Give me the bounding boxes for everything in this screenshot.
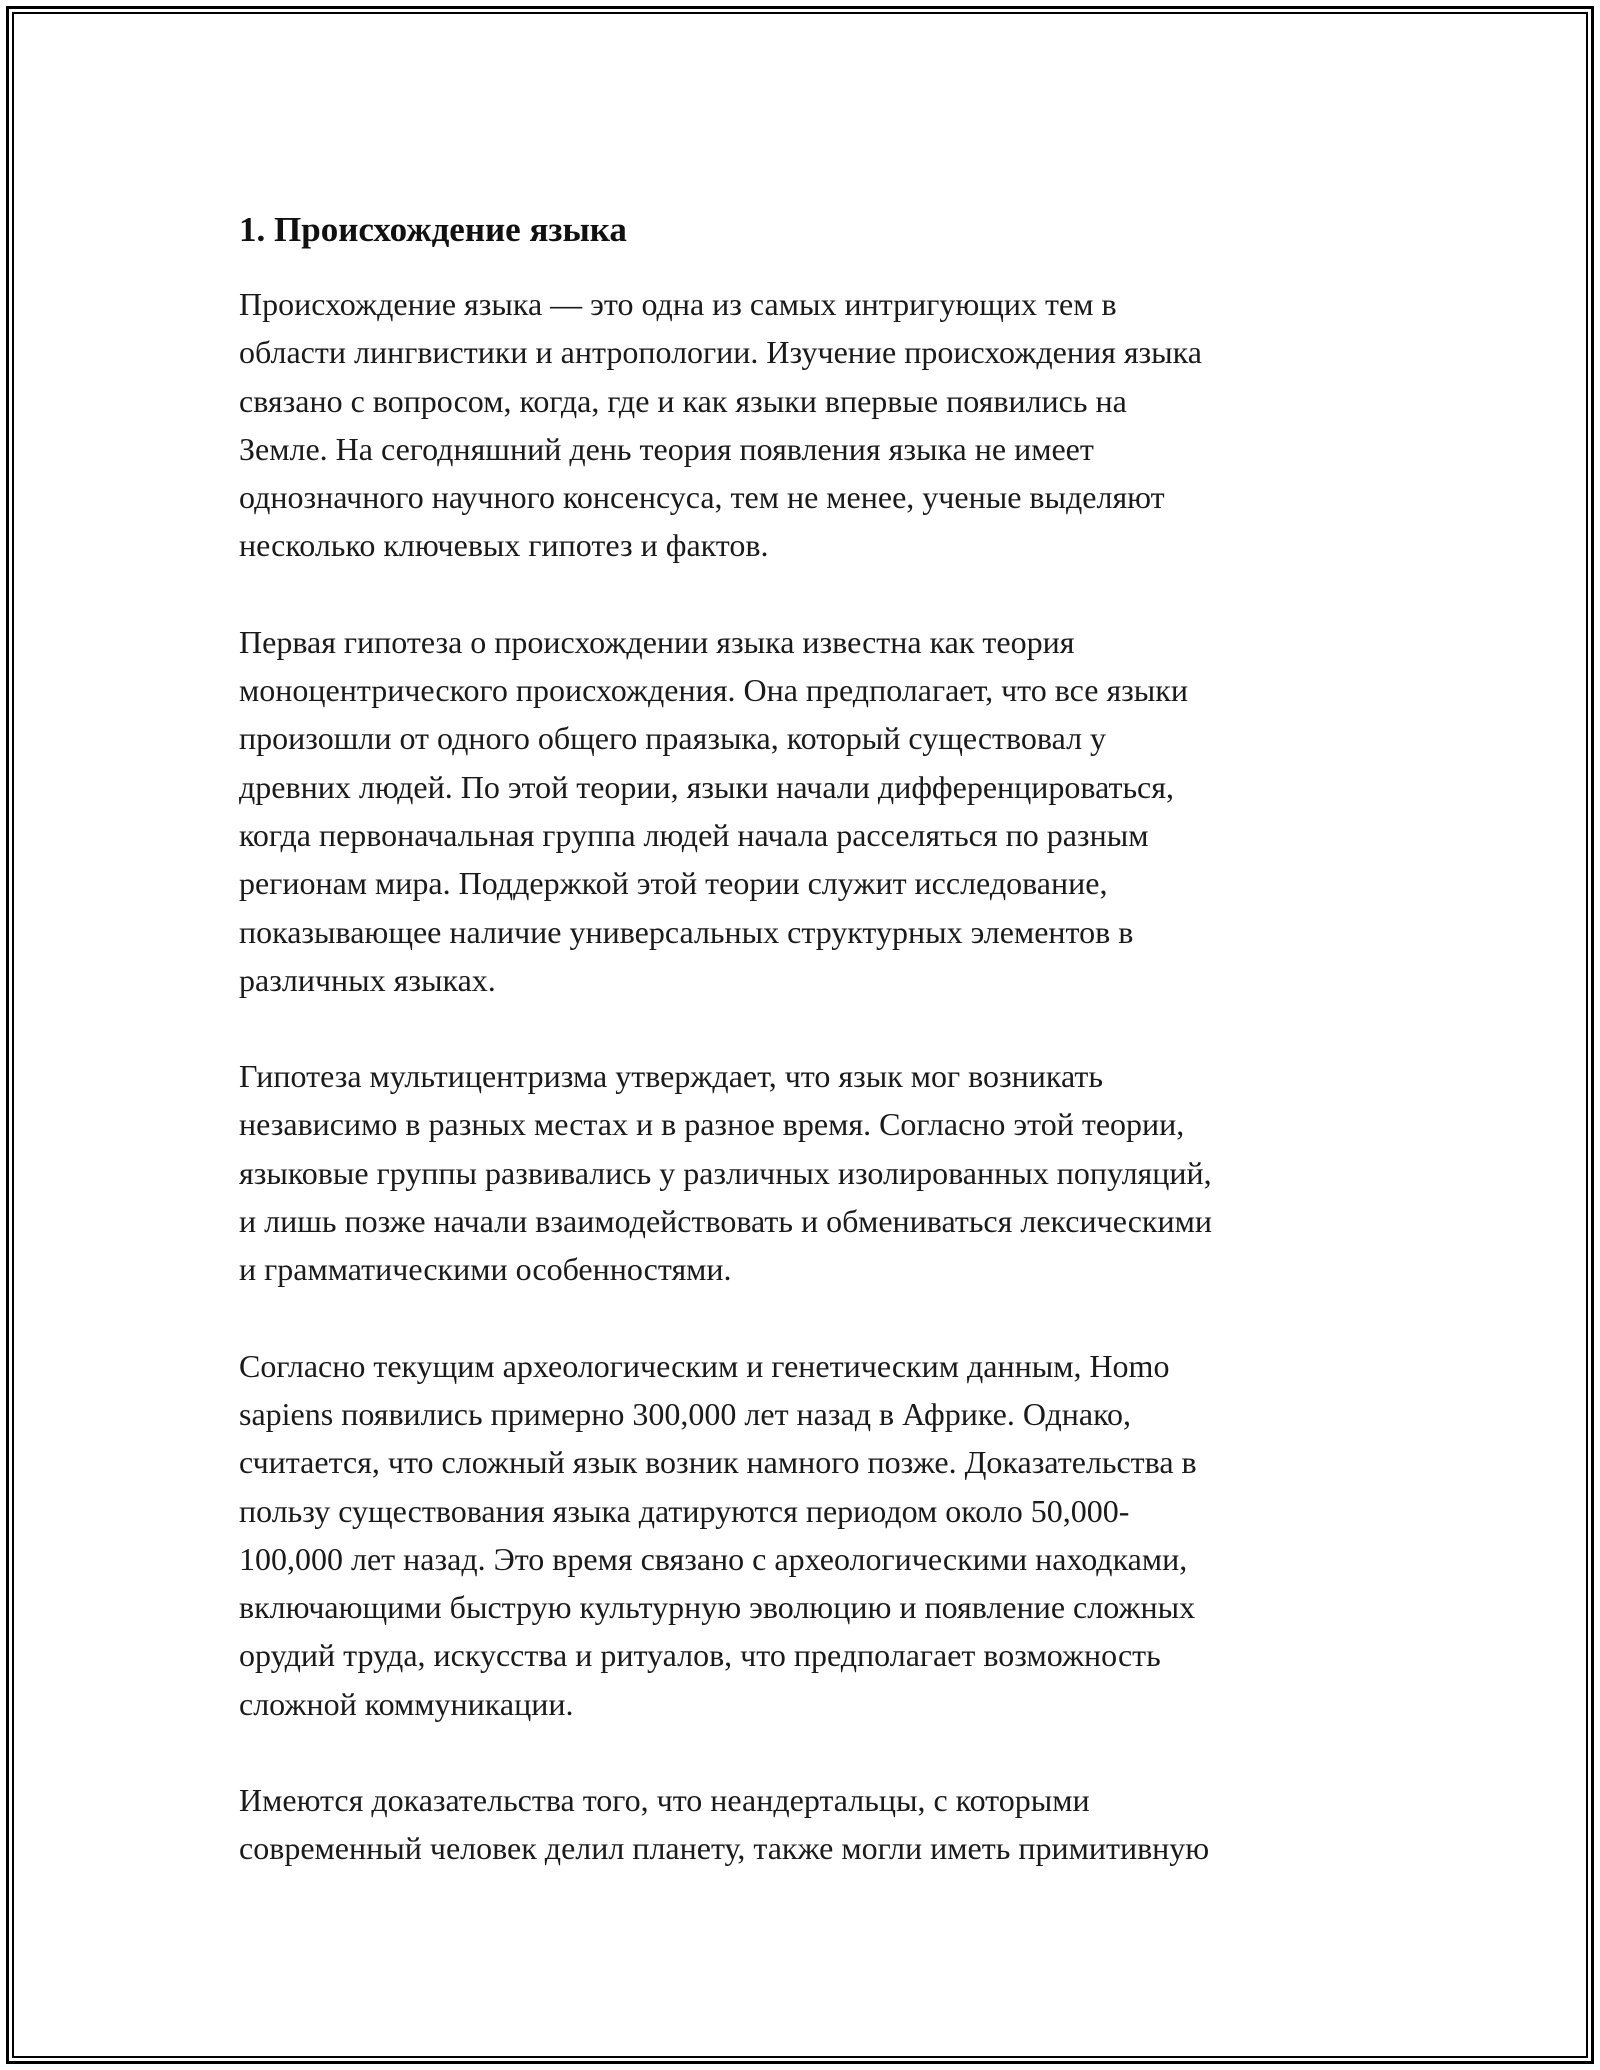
document-body: [239, 206, 1399, 1921]
text-line: Согласно текущим археологическим и генетическим данным, Homo: [239, 1347, 1170, 1384]
text-line: различных языках.: [239, 961, 496, 998]
text-line: современный человек делил планету, также могли иметь примитивную: [239, 1830, 1210, 1867]
text-line: сложной коммуникации.: [239, 1685, 574, 1722]
text-line: связано с вопросом, когда, где и как языки впервые появились на: [239, 382, 1127, 419]
section-heading: 1. Происхождение языка: [239, 210, 627, 249]
text-line: регионам мира. Поддержкой этой теории служит исследование,: [239, 865, 1108, 902]
text-line: древних людей. По этой теории, языки начали дифференцироваться,: [239, 768, 1174, 805]
text-line: Земле. На сегодняшний день теория появления языка не имеет: [239, 430, 1094, 467]
paragraph-multicentric: [239, 1052, 1399, 1293]
text-line: включающими быструю культурную эволюцию и появление сложных: [239, 1589, 1196, 1626]
text-line: произошли от одного общего праязыка, который существовал у: [239, 720, 1107, 757]
text-line: считается, что сложный язык возник намного позже. Доказательства в: [239, 1444, 1197, 1481]
text-line: языковые группы развивались у различных изолированных популяций,: [239, 1154, 1212, 1191]
text-line: пользу существования языка датируются периодом около 50,000-: [239, 1492, 1130, 1529]
text-line: и лишь позже начали взаимодействовать и обмениваться лексическими: [239, 1203, 1212, 1240]
text-line: орудий труда, искусства и ритуалов, что предполагает возможность: [239, 1637, 1161, 1674]
text-line: когда первоначальная группа людей начала расселяться по разным: [239, 816, 1149, 853]
paragraph-intro: [239, 280, 1399, 570]
page-border: [6, 6, 1594, 2064]
text-line: 100,000 лет назад. Это время связано с археологическими находками,: [239, 1540, 1188, 1577]
text-line: Происхождение языка — это одна из самых интригующих тем в: [239, 286, 1117, 322]
paragraph-archaeology: [239, 1342, 1399, 1728]
page-border-inner: [12, 12, 1588, 2058]
text-line: несколько ключевых гипотез и фактов.: [239, 527, 769, 564]
text-line: показывающее наличие универсальных структурных элементов в: [239, 913, 1134, 950]
text-line: Гипотеза мультицентризма утверждает, что язык мог возникать: [239, 1058, 1103, 1095]
text-line: моноцентрического происхождения. Она предполагает, что все языки: [239, 672, 1188, 709]
paragraph-monocentric: [239, 618, 1399, 1004]
text-line: независимо в разных местах и в разное время. Согласно этой теории,: [239, 1106, 1185, 1143]
text-line: Первая гипотеза о происхождении языка известна как теория: [239, 623, 1075, 660]
text-line: sapiens появились примерно 300,000 лет назад в Африке. Однако,: [239, 1395, 1132, 1432]
text-line: однозначного научного консенсуса, тем не менее, ученые выделяют: [239, 479, 1165, 516]
text-line: Имеются доказательства того, что неандертальцы, с которыми: [239, 1782, 1090, 1819]
paragraph-neanderthals: [239, 1776, 1399, 1873]
text-line: области лингвистики и антропологии. Изучение происхождения языка: [239, 334, 1202, 371]
text-line: и грамматическими особенностями.: [239, 1251, 732, 1288]
